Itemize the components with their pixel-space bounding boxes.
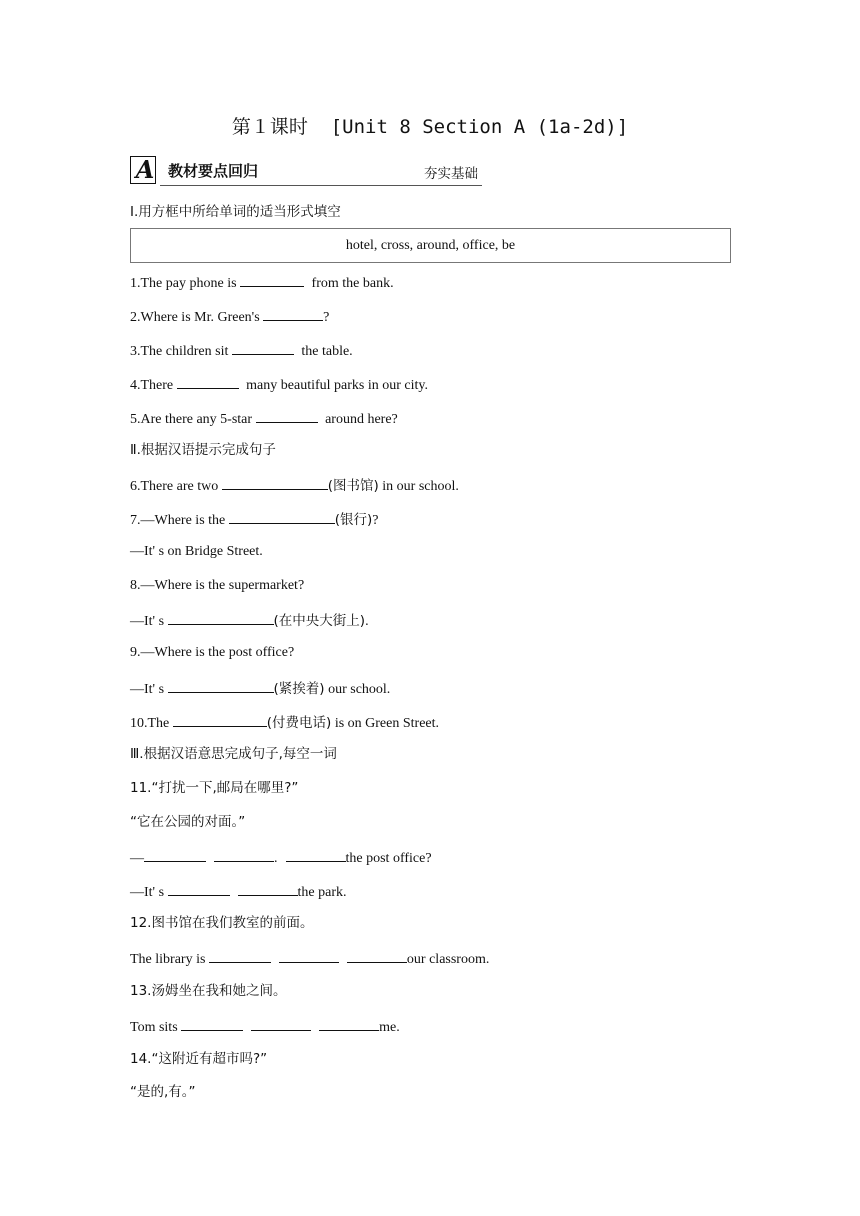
question-9-answer	[130, 678, 390, 699]
question-text: ?	[323, 310, 330, 325]
answer-blank[interactable]	[177, 374, 239, 389]
question-text: the table.	[297, 344, 353, 359]
banner-rule	[160, 185, 482, 186]
question-text: the park.	[297, 885, 347, 900]
question-text: 10.The	[130, 716, 173, 731]
answer-blank[interactable]	[168, 610, 274, 625]
answer-blank[interactable]	[263, 306, 323, 321]
chinese-hint: (在中央大街上)	[273, 613, 366, 629]
question-text: from the bank.	[308, 276, 394, 291]
chinese-hint: (付费电话)	[266, 715, 332, 731]
question-8: 8.—Where is the supermarket?	[130, 578, 305, 593]
answer-blank[interactable]	[229, 509, 335, 524]
question-text: —It' s	[130, 682, 168, 697]
question-5	[130, 408, 398, 429]
question-text: around here?	[321, 412, 398, 427]
answer-blank[interactable]	[173, 712, 267, 727]
answer-blank[interactable]	[181, 1016, 243, 1031]
chinese-hint: (银行)	[334, 512, 373, 528]
question-text: 6.There are two	[130, 479, 222, 494]
question-13-english	[130, 1016, 400, 1037]
question-text: Tom sits	[130, 1020, 182, 1035]
question-text: is on Green Street.	[331, 716, 440, 731]
question-9: 9.—Where is the post office?	[130, 645, 295, 660]
chinese-hint: (图书馆)	[327, 478, 379, 494]
question-text: 5.Are there any 5-star	[130, 412, 256, 427]
question-7	[130, 509, 379, 530]
question-text: many beautiful parks in our city.	[242, 378, 428, 393]
banner-heading: 教材要点回归	[168, 162, 259, 180]
question-3	[130, 340, 353, 361]
section-2-heading: Ⅱ.根据汉语提示完成句子	[130, 442, 276, 458]
answer-blank[interactable]	[168, 678, 274, 693]
question-11-chinese-reply: “它在公园的对面。”	[130, 814, 246, 830]
banner-letter: A	[135, 155, 155, 184]
page-title: 第１课时 [Unit 8 Section A (1a-2d)]	[231, 116, 629, 138]
answer-blank[interactable]	[232, 340, 294, 355]
question-text: 3.The children sit	[130, 344, 232, 359]
section-banner	[130, 156, 482, 188]
question-text: our classroom.	[406, 952, 490, 967]
question-text: 2.Where is Mr. Green's	[130, 310, 264, 325]
question-text: The library is	[130, 952, 209, 967]
answer-blank[interactable]	[214, 847, 274, 862]
question-text: 7.—Where is the	[130, 513, 229, 528]
answer-blank[interactable]	[209, 948, 271, 963]
question-text: —It' s	[130, 885, 168, 900]
question-text: .	[365, 614, 369, 629]
answer-blank[interactable]	[279, 948, 339, 963]
question-12-chinese: 12.图书馆在我们教室的前面。	[130, 915, 314, 931]
question-4	[130, 374, 428, 395]
answer-blank[interactable]	[286, 847, 346, 862]
question-text: 4.There	[130, 378, 177, 393]
answer-blank[interactable]	[347, 948, 407, 963]
question-6	[130, 475, 459, 496]
answer-blank[interactable]	[144, 847, 206, 862]
answer-blank[interactable]	[240, 272, 304, 287]
question-14-chinese-reply: “是的,有。”	[130, 1084, 196, 1100]
question-2	[130, 306, 329, 327]
question-text: ?	[372, 513, 379, 528]
answer-blank[interactable]	[168, 881, 230, 896]
question-14-chinese: 14.“这附近有超市吗?”	[130, 1051, 268, 1067]
question-1	[130, 272, 394, 293]
question-text: —	[130, 851, 144, 866]
question-7-answer: —It' s on Bridge Street.	[130, 544, 263, 559]
chinese-hint: (紧挨着)	[273, 681, 325, 697]
answer-blank[interactable]	[319, 1016, 379, 1031]
question-11-english-reply	[130, 881, 347, 902]
banner-tag: 夯实基础	[424, 166, 478, 182]
question-text: in our school.	[378, 479, 459, 494]
question-text: our school.	[324, 682, 391, 697]
question-text: me.	[379, 1020, 400, 1035]
question-text: .	[274, 851, 278, 866]
question-12-english	[130, 948, 489, 969]
answer-blank[interactable]	[238, 881, 298, 896]
question-13-chinese: 13.汤姆坐在我和她之间。	[130, 983, 287, 999]
section-1-heading: Ⅰ.用方框中所给单词的适当形式填空	[130, 204, 341, 220]
question-text: the post office?	[345, 851, 432, 866]
word-box: hotel, cross, around, office, be	[130, 228, 731, 263]
question-11-chinese: 11.“打扰一下,邮局在哪里?”	[130, 780, 299, 796]
section-3-heading: Ⅲ.根据汉语意思完成句子,每空一词	[130, 746, 337, 762]
question-text: —It' s	[130, 614, 168, 629]
answer-blank[interactable]	[222, 475, 328, 490]
answer-blank[interactable]	[251, 1016, 311, 1031]
question-11-english	[130, 847, 432, 868]
question-8-answer	[130, 610, 369, 631]
answer-blank[interactable]	[256, 408, 318, 423]
question-10	[130, 712, 439, 733]
question-text: 1.The pay phone is	[130, 276, 241, 291]
